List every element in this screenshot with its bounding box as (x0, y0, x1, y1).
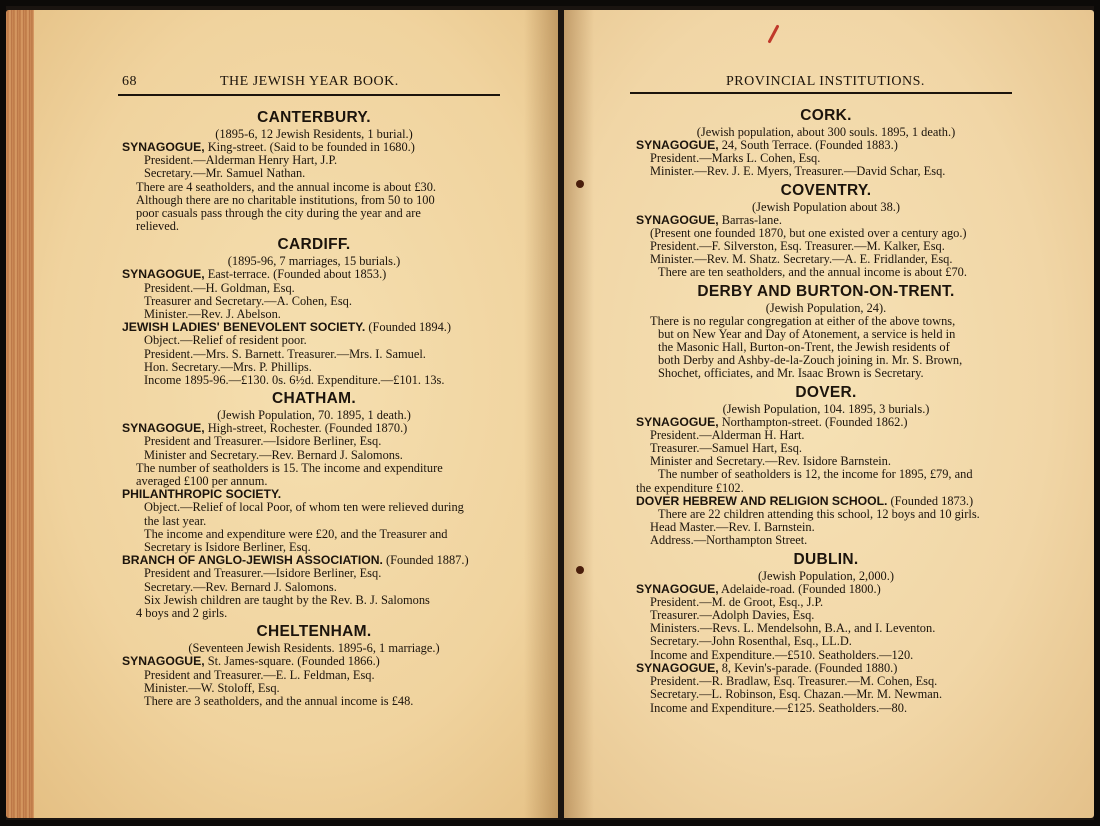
text-line: Although there are no charitable institutions, from 50 to 100 (136, 192, 435, 207)
section-heading: DOVER. (795, 383, 857, 401)
text-line: Minister and Secretary.—Rev. Isidore Barnstein. (650, 454, 891, 469)
text-line: Income and Expenditure.—£510. Seatholders.—120. (650, 647, 914, 662)
text-line: averaged £100 per annum. (136, 474, 268, 489)
text-line: Six Jewish children are taught by the Rev. B. J. Salomons (144, 592, 430, 607)
entry-title-line (122, 268, 506, 281)
binding-hole (576, 566, 584, 574)
section-heading: CORK. (800, 107, 852, 124)
header-rule (630, 92, 1012, 94)
section-subheading: (Jewish Population, 104. 1895, 3 burials.) (722, 401, 930, 416)
text-line: Treasurer.—Adolph Davies, Esq. (650, 608, 815, 623)
text-line: Hon. Secretary.—Mrs. P. Phillips. (144, 359, 312, 374)
section-subheading: (Jewish population, about 300 souls. 1895, 1 death.) (696, 125, 956, 139)
entry-detail: East-terrace. (Founded about 1853.) (204, 267, 387, 282)
header-rule (118, 94, 500, 96)
entry-detail: 8, Kevin's-parade. (Founded 1880.) (718, 660, 898, 675)
text-line: There are ten seatholders, and the annual income is about £70. (658, 265, 967, 280)
text-line: Secretary.—Mr. Samuel Nathan. (144, 166, 306, 181)
text-line: Object.—Relief of local Poor, of whom ten were relieved during (144, 500, 464, 515)
section-subheading: (1895-96, 7 marriages, 15 burials.) (227, 254, 401, 269)
gutter-shadow (524, 10, 558, 818)
text-line: President.—F. Silverston, Esq. Treasurer.—M. Kalker, Esq. (650, 239, 945, 254)
entry-title: SYNAGOGUE, (122, 140, 205, 154)
entry-detail: 24, South Terrace. (Founded 1883.) (718, 138, 898, 152)
entry-title: SYNAGOGUE, (122, 654, 205, 669)
entry-detail: (Founded 1887.) (382, 553, 469, 568)
section-heading: CHELTENHAM. (256, 623, 372, 641)
text-line: Secretary.—L. Robinson, Esq. Chazan.—Mr. M. Newman. (650, 687, 943, 702)
text-line: Minister and Secretary.—Rev. Bernard J. Salomons. (144, 447, 403, 462)
entry-title: SYNAGOGUE, (636, 581, 719, 596)
open-book (6, 6, 1094, 820)
page-edges (6, 10, 34, 818)
text-line: Minister.—Rev. J. Abelson. (144, 307, 281, 322)
entry-detail: (Founded 1873.) (887, 493, 974, 508)
text-line: poor casuals pass through the city during the year and are (136, 206, 421, 221)
text-line: Secretary.—John Rosenthal, Esq., LL.D. (650, 634, 852, 649)
entry-title: SYNAGOGUE, (636, 660, 719, 675)
text-line: Address.—Northampton Street. (650, 533, 808, 548)
text-line: The number of seatholders is 12, the income for 1895, £79, and (658, 467, 973, 482)
entry-title: JEWISH LADIES' BENEVOLENT SOCIETY. (122, 320, 366, 335)
entry-title: PHILANTHROPIC SOCIETY. (122, 487, 282, 502)
entry-detail: (Founded 1894.) (365, 320, 451, 335)
entry-title: SYNAGOGUE, (636, 414, 719, 429)
entry-title-line (122, 655, 506, 668)
text-line: Shochet, officiates, and Mr. Isaac Brown is Secretary. (658, 366, 924, 381)
section-heading: DUBLIN. (793, 550, 859, 568)
entry-detail: High-street, Rochester. (Founded 1870.) (204, 421, 408, 436)
entry-title: DOVER HEBREW AND RELIGION SCHOOL. (636, 493, 888, 508)
text-line: President and Treasurer.—E. L. Feldman, Esq. (144, 667, 375, 682)
text-line: relieved. (136, 219, 179, 234)
section-heading: COVENTRY. (780, 181, 872, 199)
text-line: Minister.—W. Stoloff, Esq. (144, 680, 280, 695)
entry-detail: St. James-square. (Founded 1866.) (204, 654, 380, 669)
text-line: Secretary is Isidore Berliner, Esq. (144, 540, 311, 555)
text-line: President.—H. Goldman, Esq. (144, 280, 295, 295)
text-line: President and Treasurer.—Isidore Berliner, Esq. (144, 434, 382, 449)
section-subheading: (1895-6, 12 Jewish Residents, 1 burial.) (215, 127, 413, 141)
text-line: Ministers.—Revs. L. Mendelsohn, B.A., and I. Leventon. (650, 621, 936, 636)
text-line: the Masonic Hall, Burton-on-Trent, the Jewish residents of (658, 340, 950, 355)
text-line: the expenditure £102. (636, 480, 744, 495)
entry-detail: Northampton-street. (Founded 1862.) (718, 414, 908, 429)
text-line: President.—Mrs. S. Barnett. Treasurer.—Mrs. I. Samuel. (144, 346, 426, 361)
entry-detail: Barras-lane. (718, 212, 782, 227)
entry-title-line (636, 583, 1016, 596)
entry-title: SYNAGOGUE, (636, 138, 719, 152)
entry-title: SYNAGOGUE, (636, 212, 719, 227)
text-line: Secretary.—Rev. Bernard J. Salomons. (144, 579, 337, 594)
text-line: President and Treasurer.—Isidore Berliner, Esq. (144, 566, 382, 581)
entry-detail: Adelaide-road. (Founded 1800.) (718, 581, 881, 596)
section-subheading: (Jewish Population, 2,000.) (758, 568, 894, 583)
entry-title-line (636, 214, 1016, 227)
text-line: the last year. (144, 513, 207, 528)
text-line: Minister.—Rev. J. E. Myers, Treasurer.—David Schar, Esq. (650, 164, 946, 179)
text-line: President.—Alderman H. Hart. (650, 427, 805, 442)
entry-title-line (636, 416, 1016, 429)
entry-title: SYNAGOGUE, (122, 267, 205, 282)
text-line: Treasurer and Secretary.—A. Cohen, Esq. (144, 293, 352, 308)
section-subheading: (Jewish Population, 24). (765, 300, 887, 315)
text-line: President.—R. Bradlaw, Esq. Treasurer.—M. Cohen, Esq. (650, 674, 938, 689)
gutter-shadow (564, 10, 594, 818)
text-line: President.—M. de Groot, Esq., J.P. (650, 594, 824, 609)
text-line: (Present one founded 1870, but one existed over a century ago.) (650, 225, 967, 240)
text-line: Head Master.—Rev. I. Barnstein. (650, 520, 815, 535)
text-line: Income 1895-96.—£130. 0s. 6½d. Expenditure.—£101. 13s. (144, 373, 445, 388)
section-heading: CANTERBURY. (257, 109, 371, 126)
text-line: The income and expenditure were £20, and the Treasurer and (144, 526, 448, 541)
right-page (564, 10, 1094, 818)
text-line: Object.—Relief of resident poor. (144, 333, 307, 348)
section-subheading: (Jewish Population, 70. 1895, 1 death.) (217, 408, 411, 423)
right-column (636, 104, 1016, 715)
binding-hole (576, 180, 584, 188)
running-head-right: PROVINCIAL INSTITUTIONS. (726, 74, 925, 89)
section-subheading: (Jewish Population about 38.) (752, 199, 900, 214)
section-heading: CHATHAM. (272, 390, 356, 408)
text-line: both Derby and Ashby-de-la-Zouch joining in. Mr. S. Brown, (658, 353, 963, 368)
text-line: but on New Year and Day of Atonement, a service is held in (658, 326, 956, 341)
text-line: The number of seatholders is 15. The income and expenditure (136, 460, 443, 475)
text-line: Treasurer.—Samuel Hart, Esq. (650, 441, 802, 456)
section-subheading: (Seventeen Jewish Residents. 1895-6, 1 marriage.) (188, 641, 440, 656)
text-line: President.—Marks L. Cohen, Esq. (650, 151, 821, 166)
text-line: Income and Expenditure.—£125. Seatholders.—80. (650, 700, 908, 715)
text-line: There are 3 seatholders, and the annual income is £48. (144, 693, 414, 708)
left-page (6, 10, 558, 818)
text-line: There are 22 children attending this school, 12 boys and 10 girls. (658, 507, 980, 522)
section-heading: DERBY AND BURTON-ON-TRENT. (697, 282, 955, 300)
text-line: There is no regular congregation at either of the above towns, (650, 313, 956, 328)
text-line: There are 4 seatholders, and the annual income is about £30. (136, 179, 437, 194)
section-heading: CARDIFF. (277, 236, 351, 254)
page-number: 68 (122, 74, 137, 89)
text-line: Minister.—Rev. M. Shatz. Secretary.—A. E. Fridlander, Esq. (650, 252, 953, 267)
running-head-left: THE JEWISH YEAR BOOK. (220, 74, 399, 89)
entry-title: BRANCH OF ANGLO-JEWISH ASSOCIATION. (122, 553, 383, 568)
entry-detail: King-street. (Said to be founded in 1680.) (204, 140, 415, 154)
entry-title: SYNAGOGUE, (122, 421, 205, 436)
text-line: President.—Alderman Henry Hart, J.P. (144, 153, 338, 168)
left-column (122, 106, 506, 708)
text-line: 4 boys and 2 girls. (136, 606, 228, 621)
